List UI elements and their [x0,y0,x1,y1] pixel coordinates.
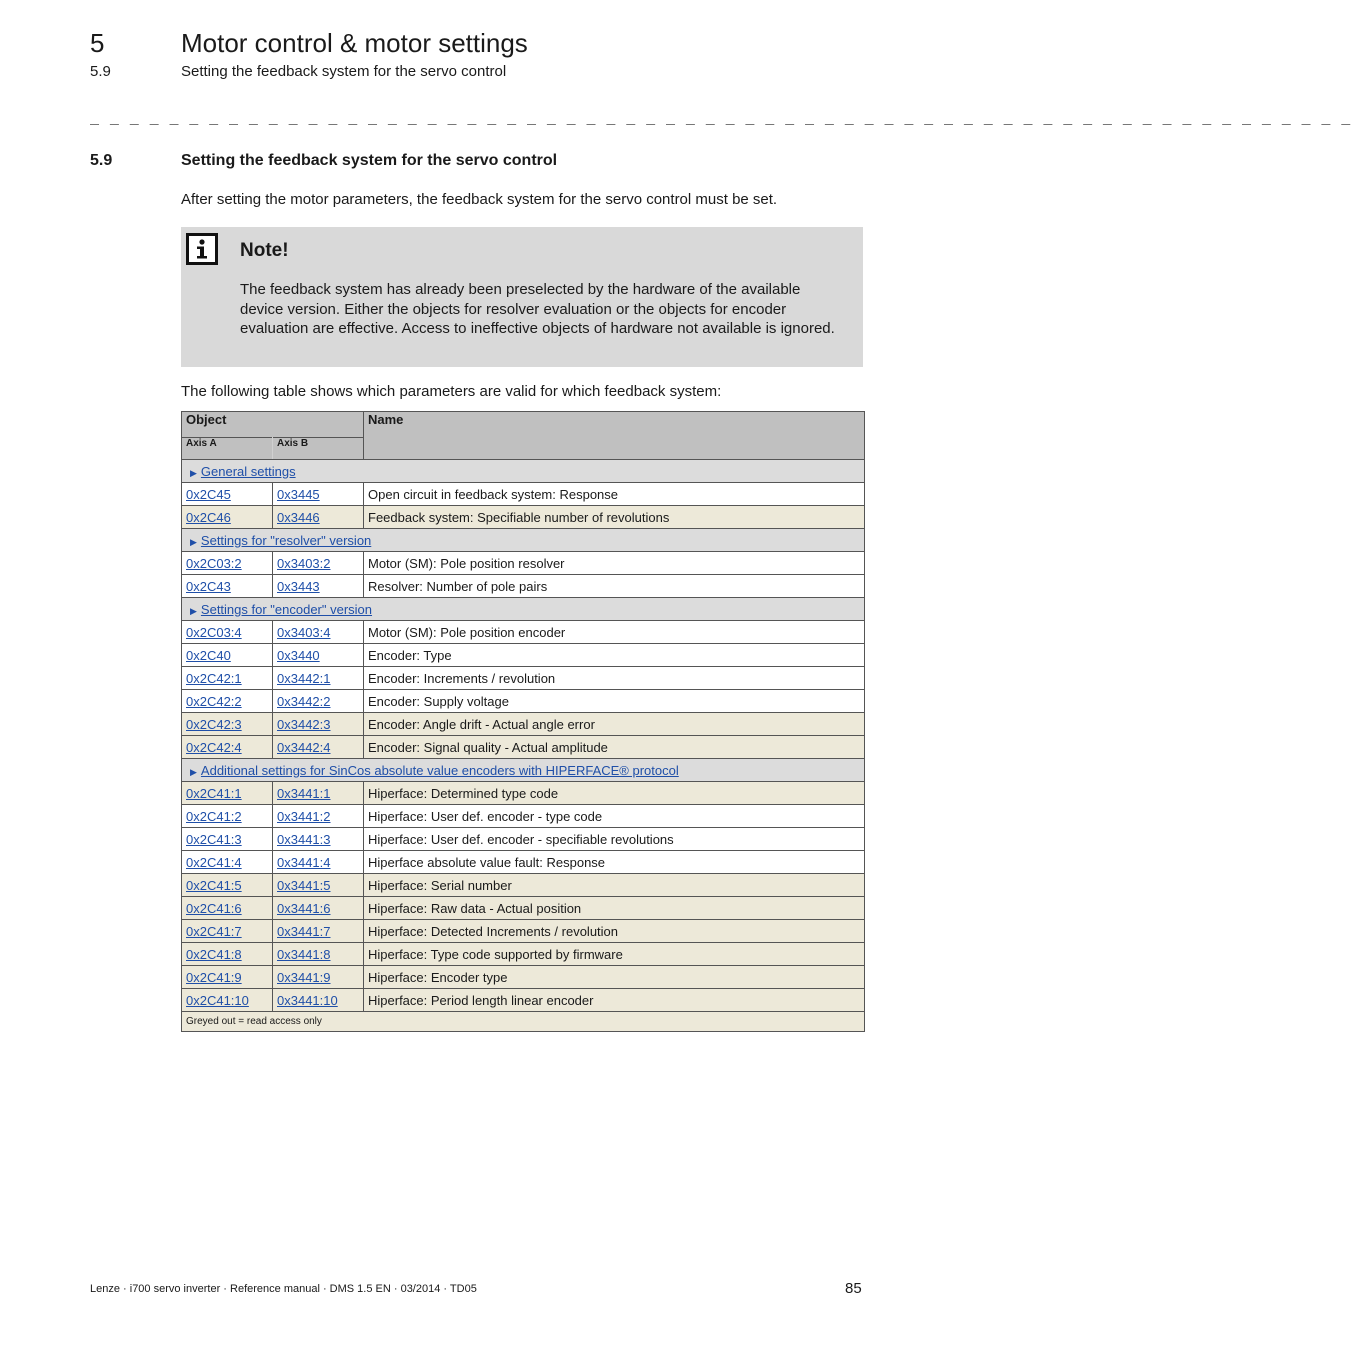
col-header-object: Object [182,412,364,438]
axis-a-object-link[interactable]: 0x2C42:4 [186,739,242,755]
section-intro: After setting the motor parameters, the feedback system for the servo control must be set. [181,191,778,208]
col-header-axis-b: Axis B [273,438,364,460]
axis-a-object-link[interactable]: 0x2C42:2 [186,693,242,709]
group-row [182,598,865,621]
table-row [182,506,865,529]
parameter-name: Hiperface: Type code supported by firmware [364,943,865,966]
footer-text: Lenze · i700 servo inverter · Reference manual · DMS 1.5 EN · 03/2014 · TD05 [90,1283,477,1295]
axis-b-object-link[interactable]: 0x3441:9 [277,969,331,985]
axis-b-object-link[interactable]: 0x3440 [277,647,320,663]
parameter-name: Hiperface: Serial number [364,874,865,897]
col-header-name: Name [364,412,865,460]
axis-a-object-link[interactable]: 0x2C03:2 [186,555,242,571]
axis-b-object-link[interactable]: 0x3442:4 [277,739,331,755]
table-intro: The following table shows which parameters are valid for which feedback system: [181,383,722,400]
axis-b-object-link[interactable]: 0x3441:10 [277,992,338,1008]
axis-b-object-link[interactable]: 0x3441:2 [277,808,331,824]
table-row [182,713,865,736]
parameter-name: Encoder: Increments / revolution [364,667,865,690]
axis-a-object-link[interactable]: 0x2C41:1 [186,785,242,801]
parameter-name: Motor (SM): Pole position encoder [364,621,865,644]
parameter-name: Encoder: Supply voltage [364,690,865,713]
axis-b-object-link[interactable]: 0x3441:3 [277,831,331,847]
table-row [182,966,865,989]
note-text: The feedback system has already been preselected by the hardware of the available device version. Either the objects for resolver evaluation or the objects for encoder evaluation are effective. Access to ineffective objects of hardware not available is ignored. [240,281,835,337]
group-link[interactable]: Settings for "resolver" version [200,532,372,548]
group-link[interactable]: Settings for "encoder" version [200,601,373,617]
axis-b-object-link[interactable]: 0x3442:3 [277,716,331,732]
table-row [182,805,865,828]
axis-a-object-link[interactable]: 0x2C42:1 [186,670,242,686]
axis-a-object-link[interactable]: 0x2C42:3 [186,716,242,732]
parameter-name: Hiperface: Detected Increments / revolution [364,920,865,943]
table-row [182,897,865,920]
table-row [182,782,865,805]
axis-b-object-link[interactable]: 0x3446 [277,509,320,525]
subheader-number: 5.9 [90,63,111,80]
axis-a-object-link[interactable]: 0x2C41:9 [186,969,242,985]
section-title: Setting the feedback system for the servo control [181,152,558,169]
chapter-title: Motor control & motor settings [181,28,528,58]
parameter-name: Hiperface: User def. encoder - specifiable revolutions [364,828,865,851]
table-row [182,483,865,506]
table-row [182,989,865,1012]
axis-b-object-link[interactable]: 0x3441:5 [277,877,331,893]
parameter-name: Feedback system: Specifiable number of revolutions [364,506,865,529]
axis-b-object-link[interactable]: 0x3441:6 [277,900,331,916]
axis-b-object-link[interactable]: 0x3441:1 [277,785,331,801]
axis-a-object-link[interactable]: 0x2C41:7 [186,923,242,939]
table-body [182,460,865,1012]
table-row [182,552,865,575]
group-row [182,529,865,552]
parameter-name: Encoder: Angle drift - Actual angle error [364,713,865,736]
axis-a-object-link[interactable]: 0x2C41:10 [186,992,249,1008]
parameter-name: Hiperface: Encoder type [364,966,865,989]
axis-a-object-link[interactable]: 0x2C41:5 [186,877,242,893]
parameter-name: Open circuit in feedback system: Response [364,483,865,506]
table-row [182,874,865,897]
parameter-name: Motor (SM): Pole position resolver [364,552,865,575]
axis-a-object-link[interactable]: 0x2C46 [186,509,231,525]
axis-b-object-link[interactable]: 0x3403:4 [277,624,331,640]
table-row [182,621,865,644]
subheader-title: Setting the feedback system for the servo control [181,63,507,80]
group-row [182,460,865,483]
axis-b-object-link[interactable]: 0x3442:1 [277,670,331,686]
triangle-right-icon: ▶ [190,536,197,547]
table-row [182,736,865,759]
axis-b-object-link[interactable]: 0x3445 [277,486,320,502]
parameter-name: Resolver: Number of pole pairs [364,575,865,598]
axis-a-object-link[interactable]: 0x2C41:4 [186,854,242,870]
axis-a-object-link[interactable]: 0x2C43 [186,578,231,594]
parameter-table [181,411,865,1032]
parameter-name: Encoder: Type [364,644,865,667]
parameter-name: Hiperface: Raw data - Actual position [364,897,865,920]
info-icon [186,233,218,265]
axis-b-object-link[interactable]: 0x3442:2 [277,693,331,709]
axis-b-object-link[interactable]: 0x3441:7 [277,923,331,939]
group-link[interactable]: Additional settings for SinCos absolute value encoders with HIPERFACE® protocol [200,762,679,778]
note-box [181,227,863,367]
section-number: 5.9 [90,152,113,169]
parameter-name: Hiperface: Period length linear encoder [364,989,865,1012]
axis-a-object-link[interactable]: 0x2C41:8 [186,946,242,962]
note-heading: Note! [240,240,289,261]
table-footnote: Greyed out = read access only [182,1012,865,1032]
page-number: 85 [845,1280,862,1297]
axis-a-object-link[interactable]: 0x2C03:4 [186,624,242,640]
table-row [182,644,865,667]
axis-b-object-link[interactable]: 0x3403:2 [277,555,331,571]
axis-b-object-link[interactable]: 0x3443 [277,578,320,594]
axis-a-object-link[interactable]: 0x2C40 [186,647,231,663]
parameter-name: Encoder: Signal quality - Actual amplitude [364,736,865,759]
table-row [182,943,865,966]
chapter-number: 5 [90,28,105,58]
parameter-name: Hiperface: Determined type code [364,782,865,805]
axis-a-object-link[interactable]: 0x2C41:6 [186,900,242,916]
triangle-right-icon: ▶ [190,605,197,616]
header-separator: _ _ _ _ _ _ _ _ _ _ _ _ _ _ _ _ _ _ _ _ _ _ _ _ _ _ _ _ _ _ _ _ _ _ _ _ _ _ _ _ _ _ _ _ _ _ _ _ _ _ _ _ _ _ _ _ _ _ _ _ _ _ _ _ [90,107,1351,125]
table-row [182,828,865,851]
table-row [182,690,865,713]
table-row [182,575,865,598]
table-row [182,851,865,874]
axis-b-object-link[interactable]: 0x3441:4 [277,854,331,870]
axis-a-object-link[interactable]: 0x2C41:3 [186,831,242,847]
group-row [182,759,865,782]
col-header-axis-a: Axis A [182,438,273,460]
axis-b-object-link[interactable]: 0x3441:8 [277,946,331,962]
axis-a-object-link[interactable]: 0x2C41:2 [186,808,242,824]
parameter-name: Hiperface absolute value fault: Response [364,851,865,874]
group-link[interactable]: General settings [200,463,296,479]
triangle-right-icon: ▶ [190,467,197,478]
axis-a-object-link[interactable]: 0x2C45 [186,486,231,502]
table-row [182,667,865,690]
table-row [182,920,865,943]
triangle-right-icon: ▶ [190,766,197,777]
parameter-name: Hiperface: User def. encoder - type code [364,805,865,828]
